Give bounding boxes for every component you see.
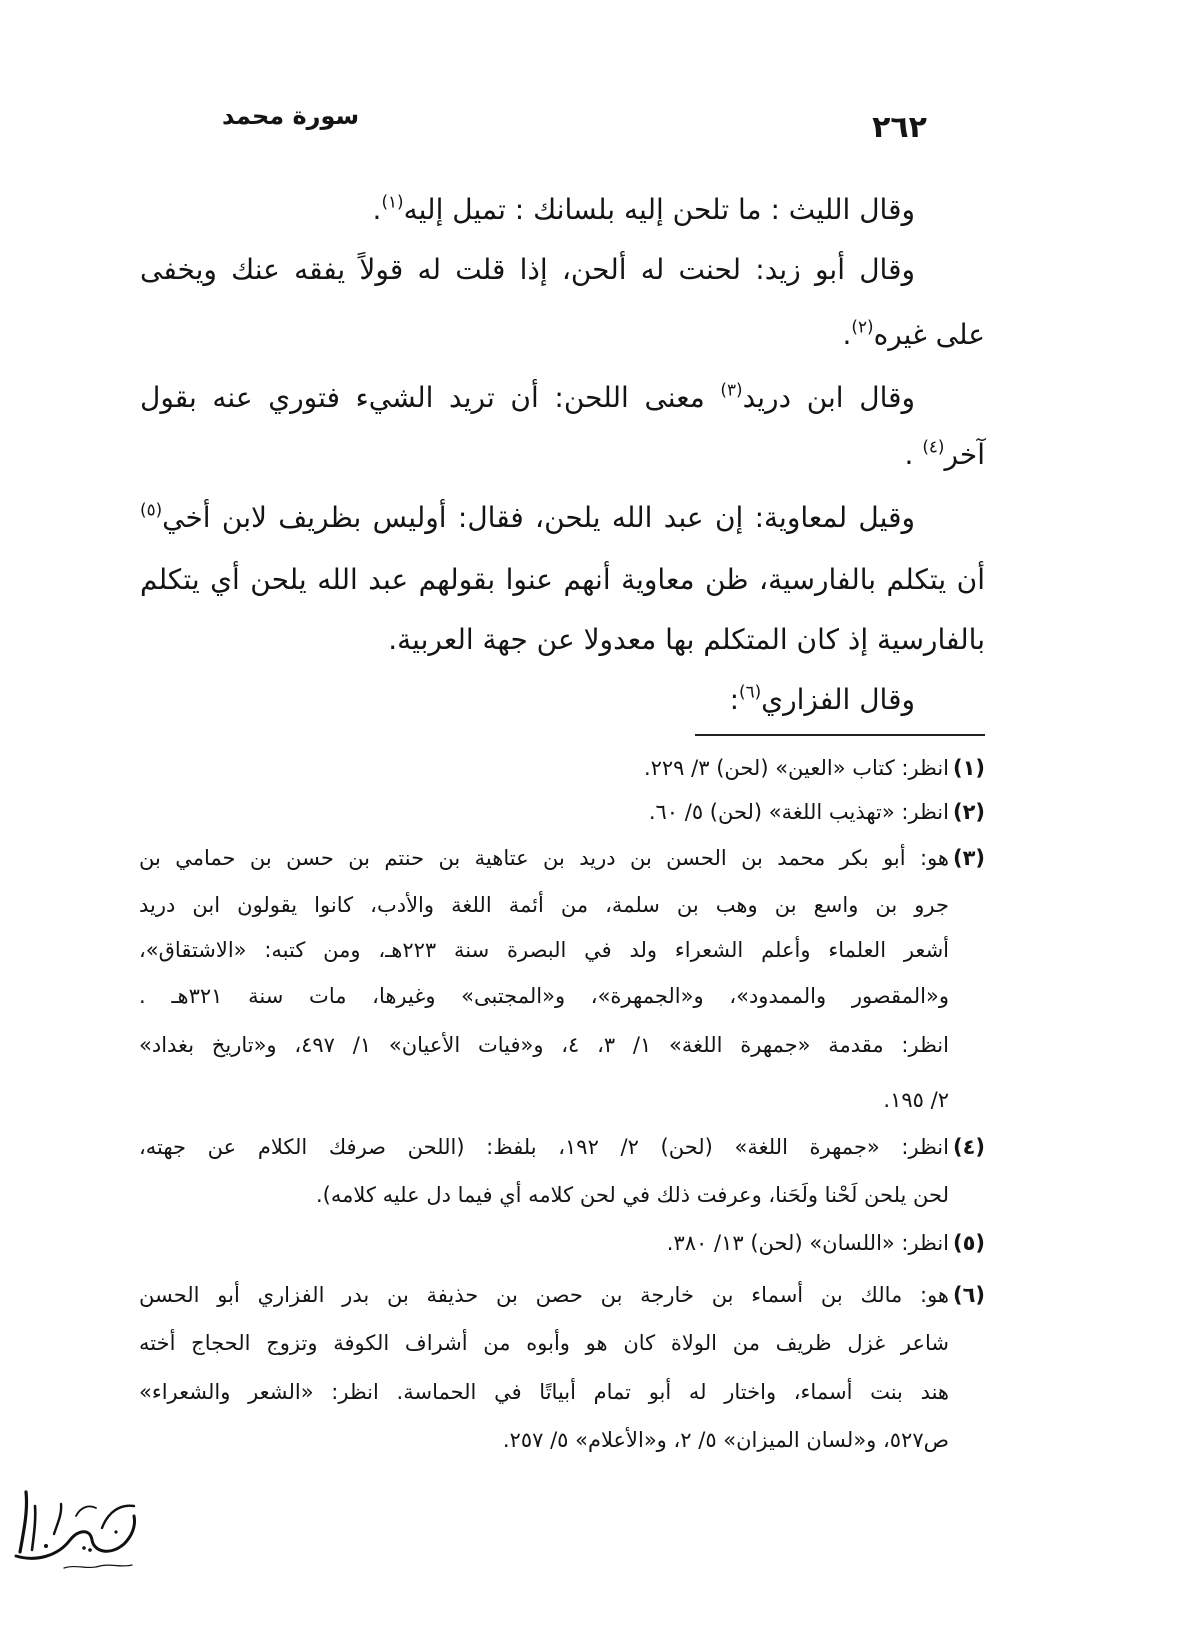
- body-text: على غيره: [873, 318, 985, 351]
- body-line: [140, 493, 985, 543]
- footnote-number: (١): [952, 756, 985, 780]
- body-text: .: [842, 318, 852, 351]
- footnote-marker: (٤): [922, 436, 945, 457]
- footnote-line: هو: مالك بن أسماء بن خارجة بن حصن بن حذيفة بن بدر الفزاري أبو الحسن: [139, 1283, 949, 1307]
- footnote-marker: (٣): [720, 379, 743, 400]
- footnote-line: انظر: مقدمة «جمهرة اللغة» ١/ ٣، ٤، و«فيات الأعيان» ١/ ٤٩٧، و«تاريخ بغداد»: [139, 1033, 949, 1057]
- footnote-line: انظر: كتاب «العين» (لحن) ٣/ ٢٢٩.: [643, 756, 949, 780]
- footnote-line: و«المقصور والممدود»، و«الجمهرة»، و«المجتبى» وغيرها، مات سنة ٣٢١هـ .: [139, 984, 950, 1008]
- body-line: [140, 185, 985, 235]
- footnote-line: هند بنت أسماء، واختار له أبو تمام أبياتًا في الحماسة. انظر: «الشعر والشعراء»: [139, 1380, 949, 1404]
- body-text: بالفارسية إذ كان المتكلم بها معدولا عن جهة العربية.: [388, 623, 985, 656]
- footnote-number: (٥): [952, 1231, 985, 1255]
- body-line: [140, 245, 985, 295]
- calligraphy-logo: [6, 1486, 146, 1578]
- body-text: وقيل لمعاوية: إن عبد الله يلحن، فقال: أوليس بظريف لابن أخي: [162, 501, 915, 534]
- footnote-line: أشعر العلماء وأعلم الشعراء ولد في البصرة سنة ٢٢٣هـ، ومن كتبه: «الاشتقاق»،: [139, 938, 949, 962]
- body-text: :: [729, 683, 740, 716]
- body-text: وقال ابن دريد: [742, 381, 916, 414]
- footnote-line: انظر: «اللسان» (لحن) ١٣/ ٣٨٠.: [666, 1231, 949, 1255]
- footnote-line: جرو بن واسع بن وهب بن سلمة، من أئمة اللغة والأدب، كانوا يقولون ابن دريد: [139, 893, 949, 917]
- body-text: وقال أبو زيد: لحنت له ألحن، إذا قلت له قولاً يفقه عنك ويخفى: [140, 253, 915, 286]
- footnote-marker: (٥): [140, 499, 163, 520]
- footnote-line: ص٥٢٧، و«لسان الميزان» ٥/ ٢، و«الأعلام» ٥/ ٢٥٧.: [502, 1428, 949, 1452]
- footnote-number: (٤): [952, 1135, 985, 1159]
- body-text: وقال الفزاري: [761, 683, 915, 716]
- body-line: [140, 430, 985, 480]
- footnote-separator: [695, 734, 985, 736]
- footnote-line: انظر: «تهذيب اللغة» (لحن) ٥/ ٦٠.: [648, 800, 949, 824]
- body-text: أن يتكلم بالفارسية، ظن معاوية أنهم عنوا بقولهم عبد الله يلحن أي يتكلم: [140, 563, 985, 596]
- body-text: معنى اللحن: أن تريد الشيء فتوري عنه بقول: [140, 381, 721, 414]
- footnote-marker: (١): [381, 191, 404, 212]
- footnote-number: (٦): [952, 1283, 985, 1307]
- body-text: وقال الليث : ما تلحن إليه بلسانك : تميل إليه: [403, 193, 915, 226]
- body-line: [140, 310, 985, 360]
- footnote-number: (٣): [952, 846, 985, 870]
- body-line: [140, 555, 985, 605]
- footnote-line: ٢/ ١٩٥.: [883, 1088, 949, 1112]
- body-line: [140, 675, 985, 725]
- footnote-line: انظر: «جمهرة اللغة» (لحن) ٢/ ١٩٢، بلفظ: (اللحن صرفك الكلام عن جهته،: [139, 1135, 949, 1159]
- footnote-marker: (٢): [851, 316, 874, 337]
- footnote-number: (٢): [952, 800, 985, 824]
- page-number: ٢٦٢: [872, 110, 927, 145]
- body-text: .: [372, 193, 382, 226]
- body-line: [140, 615, 985, 665]
- footnote-marker: (٦): [739, 681, 762, 702]
- footnote-line: شاعر غزل ظريف من الولاة كان هو وأبوه من أشراف الكوفة وتزوج الحجاج أخته: [139, 1331, 949, 1355]
- footnote-line: لحن يلحن لَحْنا ولَحَنا، وعرفت ذلك في لحن كلامه أي فيما دل عليه كلامه).: [315, 1183, 949, 1207]
- body-text: .: [904, 438, 923, 471]
- body-line: [140, 373, 985, 423]
- body-text: آخر: [944, 438, 985, 471]
- footnote-line: هو: أبو بكر محمد بن الحسن بن دريد بن عتاهية بن حنتم بن حسن بن حمامي بن: [139, 846, 949, 870]
- running-title: سورة محمد: [222, 102, 360, 130]
